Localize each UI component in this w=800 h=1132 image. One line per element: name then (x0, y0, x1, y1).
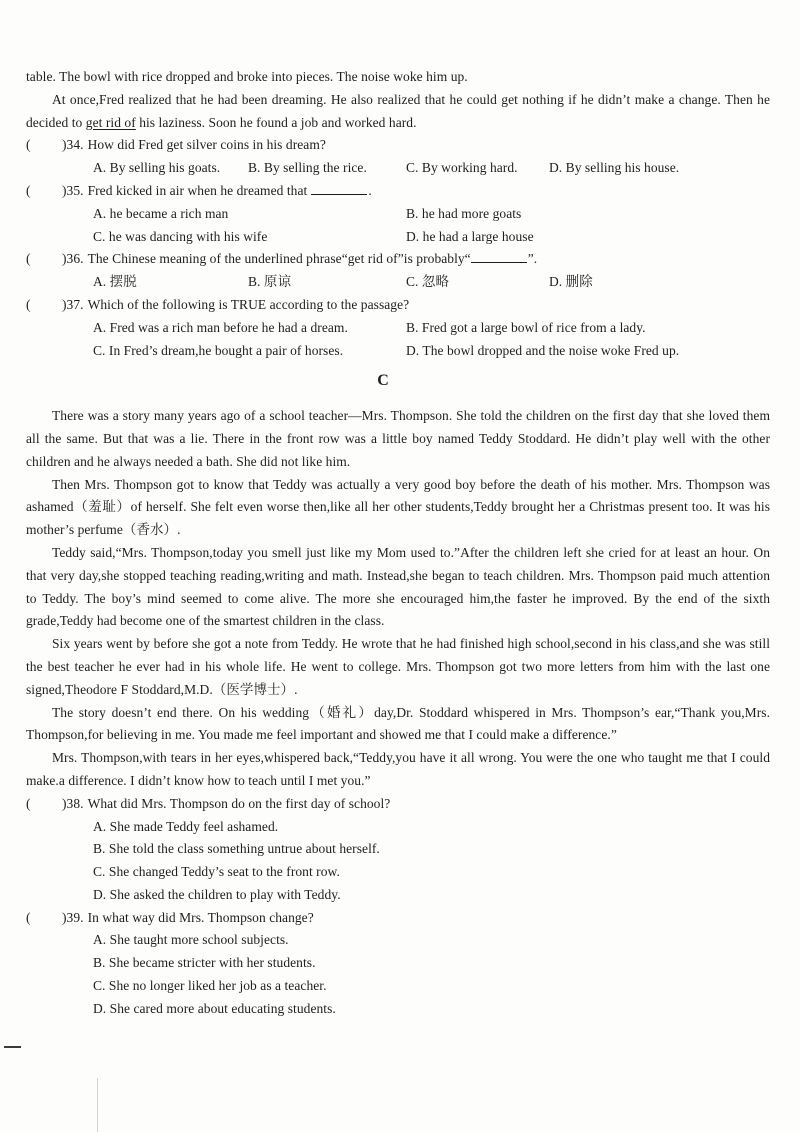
option-a: A. She made Teddy feel ashamed. (93, 818, 279, 834)
option-d: D. 删除 (549, 274, 593, 290)
option-a: A. 摆脱 (93, 274, 137, 290)
question-39 (26, 907, 770, 930)
options-38 (93, 816, 770, 907)
option-a: A. he became a rich man (93, 205, 229, 221)
stem-text: Fred kicked in air when he dreamed that (87, 182, 308, 198)
options-39 (93, 929, 770, 1020)
answer-bracket: ( (26, 251, 31, 267)
section-heading-c: C (377, 372, 389, 390)
passage-c-paragraph-5: The story doesn’t end there. On his wedding（婚礼）day,Dr. Stoddard whispered in Mrs. Thompson’s ear,“Thank you,Mrs. Thompson,for believing in me. You made me feel important and showed me that I could make a difference.” (26, 704, 770, 743)
question-number: )37. (62, 296, 84, 312)
option-b: B. She became stricter with her students. (93, 955, 316, 971)
stem-text: . (368, 182, 372, 198)
option-b: B. he had more goats (406, 205, 522, 221)
question-number: )35. (62, 182, 84, 198)
option-a: A. Fred was a rich man before he had a dream. (93, 319, 348, 335)
option-b: B. She told the class something untrue about herself. (93, 841, 380, 857)
answer-bracket: ( (26, 296, 31, 312)
passage-c-paragraph-6: Mrs. Thompson,with tears in her eyes,whispered back,“Teddy,you have it all wrong. You were the one who taught me that I could make.a difference. I didn’t know how to teach until I met you.” (26, 750, 770, 788)
passage-c-paragraph-3: Teddy said,“Mrs. Thompson,today you smell just like my Mom used to.”After the children left she cried for at least an hour. On that very day,she stopped teaching reading,writing and math. Instead,she began to teach children. Mrs. Thompson paid much attention to Teddy. The boy’s mind seemed to come alive. The more she encouraged him,the faster he improved. By the end of the sixth grade,Teddy had become one of the smartest children in the class. (26, 544, 770, 629)
scan-margin-mark (4, 1046, 21, 1048)
question-number: )34. (62, 137, 84, 153)
option-b: B. Fred got a large bowl of rice from a lady. (406, 319, 646, 335)
answer-bracket: ( (26, 795, 31, 811)
paragraph-text: his laziness. Soon he found a job and worked hard. (135, 114, 417, 130)
option-a: A. By selling his goats. (93, 160, 221, 176)
question-number: )38. (62, 795, 84, 811)
passage-c-paragraph-2: Then Mrs. Thompson got to know that Teddy was actually a very good boy before the death of his mother. Mrs. Thompson was ashamed（羞耻）of herself. She felt even worse then,like all her other students,Teddy brought her a Christmas present too. It was his mother’s perfume（香水）. (26, 476, 770, 538)
question-stem (88, 180, 372, 203)
passage-b-carryover-line: table. The bowl with rice dropped and broke into pieces. The noise woke him up. (26, 69, 468, 84)
passage-b-final-paragraph (26, 89, 770, 135)
options-35 (93, 203, 770, 249)
page-content (26, 66, 770, 1021)
question-stem: What did Mrs. Thompson do on the first day of school? (87, 795, 391, 811)
paragraph-text: At once,Fred realized that he had been dreaming. He also realized that he could get nothing if he didn’t make a change. Then he decided to (26, 91, 770, 130)
option-c: C. 忽略 (406, 274, 450, 290)
question-stem: Which of the following is TRUE according to the passage? (87, 296, 410, 312)
passage-c-paragraph-4: Six years went by before she got a note from Teddy. He wrote that he had finished high school,second in his class,and she was still the best teacher he ever had in his whole life. He went to college. Mrs. Thompson got two more letters from him with the last one signed,Theodore F Stoddard,M.D.（医学博士）. (26, 636, 770, 697)
option-d: D. She cared more about educating students. (93, 1000, 336, 1016)
question-37 (26, 294, 770, 317)
answer-bracket: ( (26, 909, 31, 925)
option-a: A. She taught more school subjects. (93, 932, 289, 948)
underlined-phrase: get rid of (85, 114, 136, 130)
answer-bracket: ( (26, 137, 31, 153)
option-c: C. In Fred’s dream,he bought a pair of horses. (93, 342, 344, 358)
question-stem (88, 248, 538, 271)
option-d: D. The bowl dropped and the noise woke Fred up. (406, 342, 680, 358)
question-stem: How did Fred get silver coins in his dream? (87, 137, 326, 153)
option-d: D. By selling his house. (549, 160, 680, 176)
option-c: C. By working hard. (406, 160, 518, 176)
question-number: )39. (62, 909, 84, 925)
stem-text: The Chinese meaning of the underlined phrase“get rid of”is probably“ (87, 251, 471, 267)
answer-bracket: ( (26, 182, 31, 198)
option-d: D. She asked the children to play with Teddy. (93, 886, 341, 902)
option-c: C. She no longer liked her job as a teacher. (93, 978, 327, 994)
option-c: C. She changed Teddy’s seat to the front row. (93, 864, 340, 880)
scan-fold-line (97, 1078, 98, 1132)
question-stem: In what way did Mrs. Thompson change? (87, 909, 314, 925)
option-b: B. By selling the rice. (248, 160, 367, 176)
question-number: )36. (62, 251, 84, 267)
option-b: B. 原谅 (248, 274, 292, 290)
question-36 (26, 248, 770, 271)
option-d: D. he had a large house (406, 228, 534, 244)
answer-blank (471, 251, 527, 263)
passage-c-paragraph-1: There was a story many years ago of a school teacher—Mrs. Thompson. She told the children on the first day that she loved them all the same. But that was a lie. There in the front row was a little boy named Teddy Stoddard. He didn’t play well with the other children and he always needed a bath. She did not like him. (26, 408, 770, 469)
option-c: C. he was dancing with his wife (93, 228, 268, 244)
question-35 (26, 180, 770, 203)
options-37 (93, 317, 770, 363)
options-34 (93, 157, 770, 180)
options-36 (93, 271, 770, 294)
answer-blank (311, 183, 367, 195)
question-38 (26, 793, 770, 816)
question-34 (26, 134, 770, 157)
stem-text: ”. (527, 251, 538, 267)
